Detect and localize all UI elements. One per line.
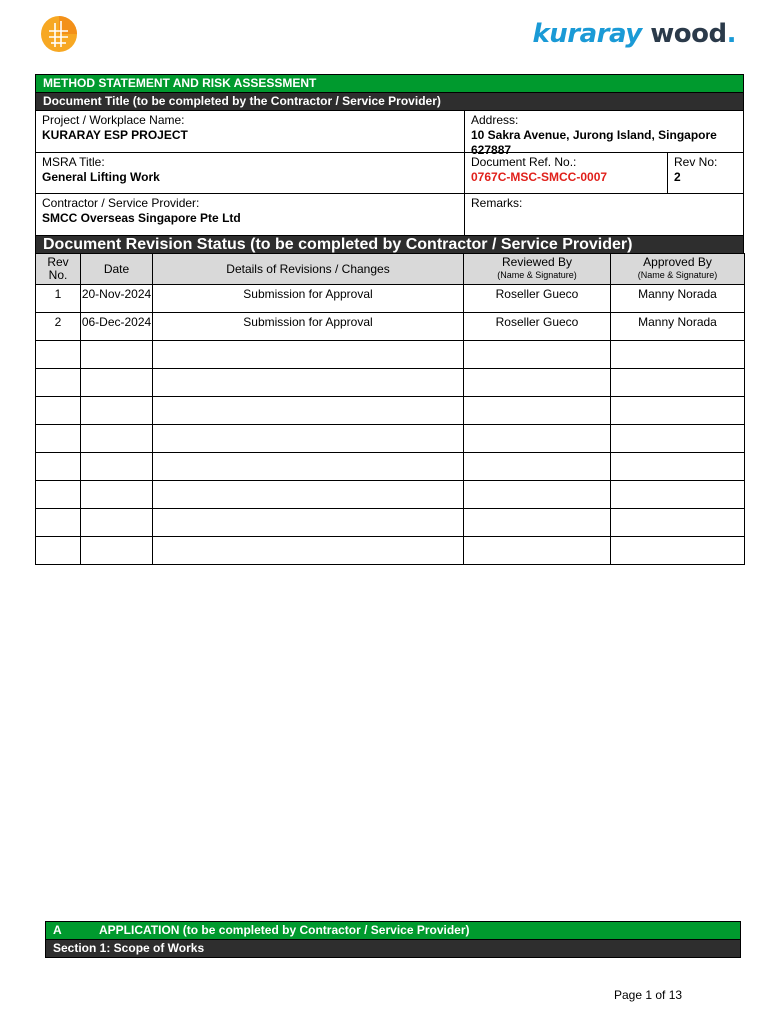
empty-row bbox=[36, 425, 745, 453]
revision-header-bar bbox=[35, 235, 744, 254]
application-letter: A bbox=[53, 923, 62, 937]
project-value: KURARAY ESP PROJECT bbox=[42, 128, 188, 142]
address-cell bbox=[464, 110, 744, 157]
document-info-block bbox=[35, 74, 744, 236]
col-details-header: Details of Revisions / Changes bbox=[153, 254, 464, 285]
doc-title-header: Document Title (to be completed by the Contractor / Service Provider) bbox=[43, 94, 441, 108]
details-cell: Submission for Approval bbox=[153, 285, 464, 313]
reviewed-by-label: Reviewed By bbox=[501, 255, 573, 269]
application-title: APPLICATION (to be completed by Contractor / Service Provider) bbox=[99, 923, 470, 937]
col-approved-header bbox=[611, 254, 745, 285]
remarks-cell bbox=[464, 193, 744, 236]
reviewed-cell: Roseller Gueco bbox=[464, 285, 611, 313]
project-label: Project / Workplace Name: bbox=[42, 113, 185, 127]
section-title-bar bbox=[35, 74, 744, 93]
rev-no-cell bbox=[667, 152, 744, 194]
approved-cell: Manny Norada bbox=[611, 285, 745, 313]
application-bar bbox=[45, 921, 741, 940]
kuraray-wood-logo bbox=[533, 18, 737, 50]
details-cell: Submission for Approval bbox=[153, 313, 464, 341]
msra-title-label: MSRA Title: bbox=[42, 155, 105, 169]
page-number: Page 1 of 13 bbox=[614, 988, 683, 1002]
address-label: Address: bbox=[471, 113, 519, 127]
col-reviewed-header bbox=[464, 254, 611, 285]
doc-ref-cell bbox=[464, 152, 668, 194]
reviewed-cell: Roseller Gueco bbox=[464, 313, 611, 341]
empty-row bbox=[36, 397, 745, 425]
rev-cell: 1 bbox=[36, 285, 81, 313]
msra-title-cell bbox=[35, 152, 465, 194]
empty-row bbox=[36, 341, 745, 369]
rev-no-value: 2 bbox=[674, 170, 681, 184]
reviewed-sig-note: (Name & Signature) bbox=[497, 270, 577, 280]
date-cell: 20-Nov-2024 bbox=[81, 285, 153, 313]
doc-title-header-bar bbox=[35, 93, 744, 111]
address-value: 10 Sakra Avenue, Jurong Island, Singapore 627887 bbox=[471, 128, 717, 157]
application-section bbox=[45, 921, 741, 958]
revision-table bbox=[35, 253, 745, 565]
doc-ref-label: Document Ref. No.: bbox=[471, 155, 577, 169]
revision-table-header bbox=[36, 254, 745, 285]
brand-wood: wood bbox=[650, 19, 727, 49]
approved-cell: Manny Norada bbox=[611, 313, 745, 341]
empty-row bbox=[36, 481, 745, 509]
col-date-header: Date bbox=[81, 254, 153, 285]
rev-no-label: Rev No: bbox=[674, 155, 718, 169]
date-cell: 06-Dec-2024 bbox=[81, 313, 153, 341]
remarks-label: Remarks: bbox=[471, 196, 523, 210]
section-title: METHOD STATEMENT AND RISK ASSESSMENT bbox=[43, 76, 317, 90]
table-row bbox=[36, 285, 745, 313]
project-cell bbox=[35, 110, 465, 153]
contractor-cell bbox=[35, 193, 465, 236]
company-logo-icon bbox=[40, 15, 78, 53]
rev-cell: 2 bbox=[36, 313, 81, 341]
empty-row bbox=[36, 537, 745, 565]
empty-row bbox=[36, 369, 745, 397]
revision-header: Document Revision Status (to be completed by Contractor / Service Provider) bbox=[43, 236, 633, 253]
scope-bar bbox=[45, 940, 741, 958]
table-row bbox=[36, 313, 745, 341]
col-rev-header: Rev No. bbox=[36, 254, 81, 285]
brand-kuraray: kuraray bbox=[532, 19, 642, 49]
contractor-value: SMCC Overseas Singapore Pte Ltd bbox=[42, 211, 241, 225]
brand-dot: . bbox=[726, 19, 736, 49]
approved-by-label: Approved By bbox=[643, 255, 712, 269]
empty-row bbox=[36, 509, 745, 537]
contractor-label: Contractor / Service Provider: bbox=[42, 196, 200, 210]
scope-section-title: Section 1: Scope of Works bbox=[53, 941, 205, 955]
empty-row bbox=[36, 453, 745, 481]
doc-ref-value: 0767C-MSC-SMCC-0007 bbox=[471, 170, 608, 184]
approved-sig-note: (Name & Signature) bbox=[637, 270, 718, 280]
msra-title-value: General Lifting Work bbox=[42, 170, 160, 184]
